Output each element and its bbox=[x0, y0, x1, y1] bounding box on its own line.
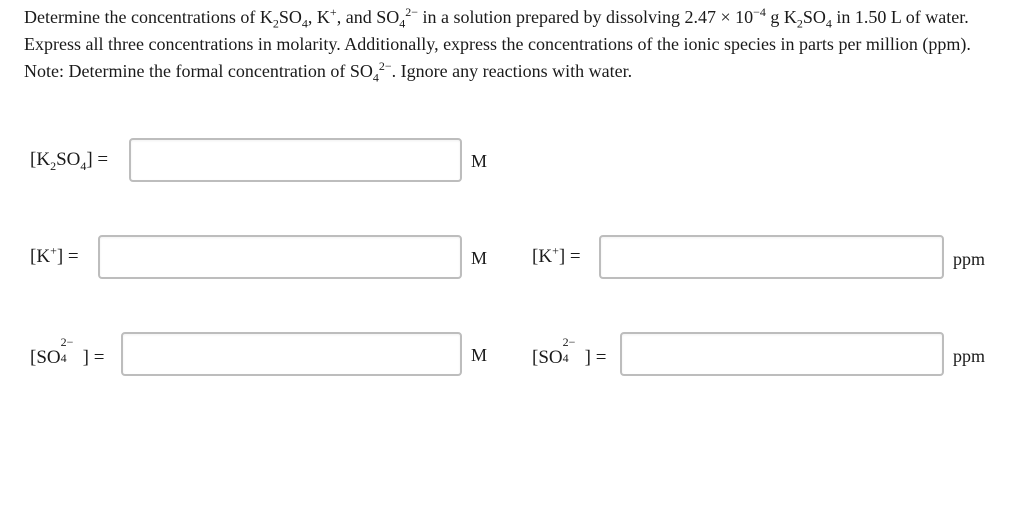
k2so4-molarity-unit: M bbox=[471, 151, 488, 171]
so4-molarity-label: [SO 2− 4 ] = bbox=[30, 335, 105, 368]
k2so4-molarity-input[interactable] bbox=[129, 138, 462, 182]
k2so4-label: $[K_2SO_4]$ = bbox=[30, 149, 109, 173]
k-ppm-label: [K+] = bbox=[532, 243, 581, 267]
so4-ppm-unit: ppm bbox=[953, 346, 986, 366]
so4-molarity-input[interactable] bbox=[121, 332, 462, 376]
k-ppm-input[interactable] bbox=[599, 235, 944, 279]
so4-ppm-input[interactable] bbox=[620, 332, 944, 376]
k-ppm-unit: ppm bbox=[953, 249, 986, 269]
k-molarity-label: [K+] = bbox=[30, 243, 79, 267]
so4-molarity-unit: M bbox=[471, 345, 488, 365]
k-molarity-input[interactable] bbox=[98, 235, 462, 279]
so4-ppm-label: [SO 2− 4 ] = bbox=[532, 335, 607, 368]
question-text: Determine the concentrations of $K_2SO_4$, K+, and $SO_4^{2-}$ in a solution prepared by dissolving $2.47 \times 10^{-4}$ g $K_2SO_4$ in 1.50 L of water. Express all three concentrations in molarity. Additionally, express the concentrations of the ionic species in parts per million (ppm). Note: Determine the formal concentration of $SO_4^{2-}$. Ignore any reactions with water. bbox=[24, 5, 971, 85]
k-molarity-unit: M bbox=[471, 248, 488, 268]
